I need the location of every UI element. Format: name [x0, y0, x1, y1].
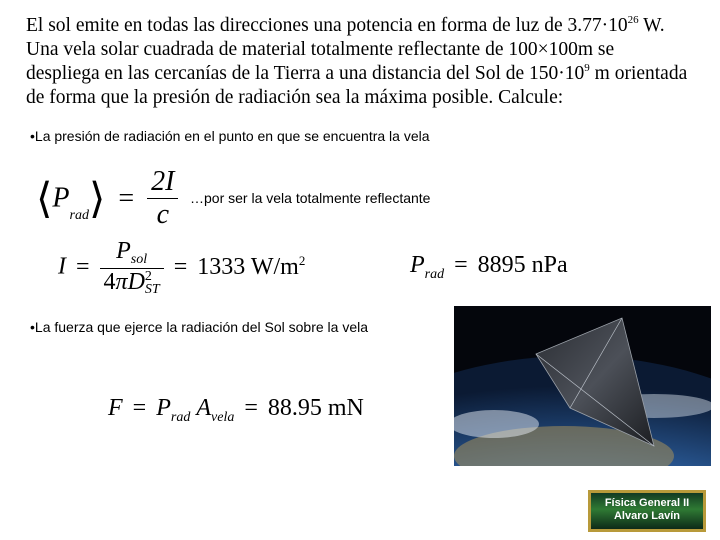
- force-value: 88.95 mN: [267, 395, 364, 421]
- pressure-result-value: 8895 nPa: [477, 252, 568, 278]
- course-logo: [588, 490, 706, 532]
- problem-statement: [26, 14, 698, 110]
- pressure-numerator: 2I: [147, 166, 178, 199]
- left-angle-bracket: ⟨: [36, 176, 53, 223]
- pressure-result-symbol: P: [410, 252, 425, 278]
- area-subscript: vela: [211, 410, 235, 425]
- pressure-denominator: c: [156, 199, 170, 230]
- equals-sign-2: =: [244, 395, 258, 421]
- power-exponent: 26: [627, 14, 639, 26]
- equation-force: [108, 395, 364, 426]
- equals-sign: =: [454, 252, 468, 278]
- pressure-subscript: rad: [69, 207, 89, 223]
- solar-sail-photo: [454, 306, 711, 466]
- solar-sail-illustration: [454, 306, 711, 466]
- intensity-numerator: $P_{sol}$: [100, 238, 164, 269]
- distance-exponent: 9: [584, 62, 590, 74]
- equals-sign: =: [118, 182, 135, 214]
- force-symbol: F: [108, 395, 123, 421]
- force-pressure-symbol: P: [156, 395, 171, 421]
- logo-title: Física General II: [604, 497, 690, 509]
- pressure-symbol: P: [52, 182, 70, 214]
- problem-line-4: de forma que la presión de radiación sea la máxima posible. Calcule:: [26, 87, 564, 108]
- bullet-radiation-force: •La fuerza que ejerce la radiación del Sol sobre la vela: [30, 319, 368, 335]
- intensity-denominator: 4πD 2 ST: [103, 269, 160, 297]
- equals-sign: =: [132, 395, 147, 421]
- equation-pressure-definition: [36, 166, 178, 231]
- equation-intensity: [58, 238, 305, 296]
- force-pressure-subscript: rad: [170, 410, 191, 425]
- problem-line-1: El sol emite en todas las direcciones una potencia en forma de luz de $3.77\cdot 10^{26}$ W.: [26, 14, 665, 36]
- problem-line-2: Una vela solar cuadrada de material totalmente reflectante de 100×100m se: [26, 39, 615, 60]
- intensity-symbol: I: [58, 253, 66, 280]
- pressure-fraction: [147, 166, 178, 231]
- logo-author: Alvaro Lavín: [613, 510, 681, 522]
- intensity-result: 1333 $W/m^2$: [197, 253, 306, 280]
- problem-line-3: despliega en las cercanías de la Tierra a una distancia del Sol de $150\cdot 10^9$ m orientada: [26, 62, 688, 84]
- reflectante-note: …por ser la vela totalmente reflectante: [190, 190, 431, 206]
- bullet-radiation-pressure: •La presión de radiación en el punto en que se encuentra la vela: [30, 128, 430, 144]
- right-angle-bracket: ⟩: [88, 176, 106, 223]
- intensity-fraction: [100, 238, 164, 296]
- pressure-result-subscript: rad: [424, 267, 445, 282]
- equals-sign-2: =: [173, 253, 188, 280]
- area-symbol: A: [196, 395, 212, 421]
- equals-sign: =: [76, 253, 90, 280]
- equation-pressure-result: [410, 252, 568, 283]
